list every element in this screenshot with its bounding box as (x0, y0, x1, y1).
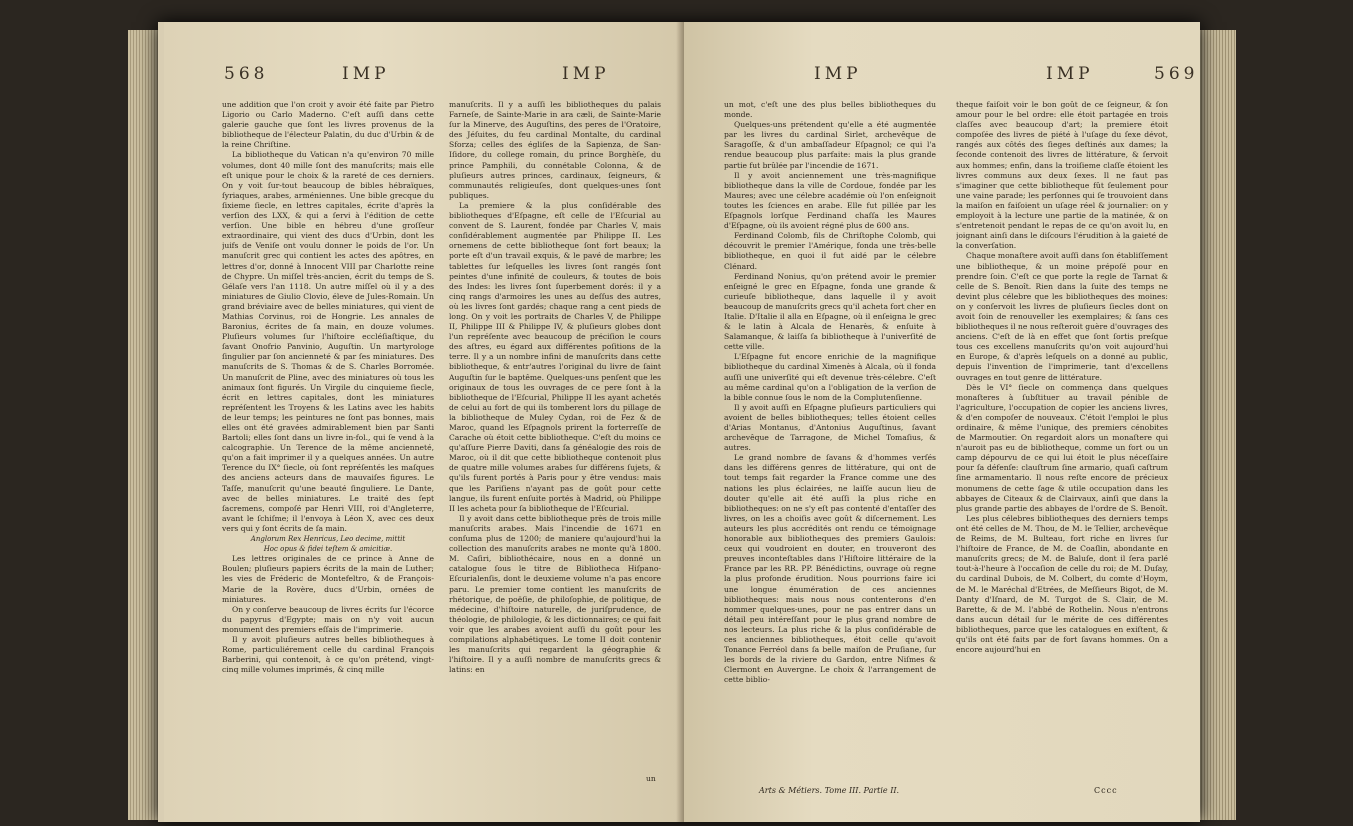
paragraph: Il y avoit dans cette bibliotheque près de trois mille manuſcrits arabes. Mais l'incendie de 1671 en conſuma plus de 1200; de maniere qu'aujourd'hui la collection des manuſcrits arabes ne monte qu'à 1800. M. Caſiri, bibliothécaire, nous en a donné un catalogue ſous le titre de Bibliotheca Hiſpano-Eſcurialenſis, dont le deuxieme volume n'a pas encore paru. Le premier tome contient les manuſcrits de rhétorique, de poëſie, de philoſophie, de politique, de médecine, d'hiſtoire naturelle, de juriſprudence, de théologie, de philologie, & les dictionnaires; ce qui fait voir que les arabes avoient auſſi du goût pour les compilations alphabétiques. Le tome II doit contenir les manuſcrits qui regardent la géographie & l'hiſtoire. Il y a auſſi nombre de manuſcrits grecs & latins: en (449, 513, 661, 675)
paragraph: Il y avoit pluſieurs autres belles bibliotheques à Rome, particuliérement celle du cardinal François Barberini, qui contenoit, à ce qu'on prétend, vingt-cinq mille volumes imprimés, & cinq mille (222, 634, 434, 675)
right-column-2 (956, 100, 1168, 655)
paragraph: Dès le VI° ſiecle on commença dans quelques monaſteres à ſubſtituer au travail pénible de l'agriculture, l'occupation de copier les anciens livres, & d'en compoſer de nouveaux. C'étoit l'emploi le plus ordinaire, & même l'unique, des premiers cénobites de Marmoutier. On regardoit alors un monaſtere qui n'auroit pas eu de bibliotheque, comme un fort ou un camp dépourvu de ce qui lui étoit le plus néceſſaire pour ſa défenſe: clauſtrum ſine armario, quaſi caſtrum ſine armamentario. Il nous reſte encore de précieux monumens de cette ſage & utile occupation dans les abbayes de Citeaux & de Clairvaux, ainſi que dans la plus grande partie des abbayes de l'ordre de S. Benoît. (956, 382, 1168, 513)
right-page-edges (1196, 30, 1236, 820)
footer-volume-info: Arts & Métiers. Tome III. Partie II. (759, 786, 900, 795)
paragraph: Quelques-uns prétendent qu'elle a été augmentée par les livres du cardinal Sirlet, archevêque de Saragoſſe, & d'un ambaſſadeur Eſpagnol; ce qui l'a rendue beaucoup plus parfaite: mais la plus grande partie fut brûlée par l'incendie de 1671. (724, 120, 936, 170)
paragraph: Il y avoit anciennement une très-magnifique bibliotheque dans la ville de Cordoue, fondée par les Maures; avec une célebre académie où l'on enſeignoit toutes les ſciences en arabe. Elle fut pillée par les Eſpagnols lorſque Ferdinand chaſſa les Maures d'Eſpagne, où ils avoient régné plus de 600 ans. (724, 170, 936, 231)
paragraph: Chaque monaſtere avoit auſſi dans ſon établiſſement une bibliotheque, & un moine prépoſé pour en prendre ſoin. C'eſt ce que porte la regle de Tarnat & celle de S. Benoît. Rien dans la ſuite des temps ne devint plus célebre que les bibliotheques des moines: on y conſervoit les livres de pluſieurs ſiecles dont on avoit ſoin de renouveller les exemplaires; & ſans ces bibliotheques il ne nous reſteroit guère d'ouvrages des anciens. C'eſt de là en effet que ſont ſortis preſque tous ces excellens manuſcrits qu'on voit aujourd'hui en Europe, & d'après leſquels on a donné au public, depuis l'invention de l'imprimerie, tant d'excellens ouvrages en tout genre de littérature. (956, 251, 1168, 382)
paragraph: L'Eſpagne fut encore enrichie de la magnifique bibliotheque du cardinal Ximenès à Alcala, où il fonda auſſi une univerſité qui eſt devenue très-célebre. C'eſt au même cardinal qu'on a l'obligation de la verſion de la bible connue ſous le nom de la Complutenſienne. (724, 352, 936, 402)
right-page (684, 22, 1200, 822)
left-column-2 (449, 100, 661, 675)
right-running-head-b: IMP (1046, 64, 1094, 84)
left-page-edges (128, 30, 162, 820)
signature-mark: Cccc (1094, 786, 1118, 795)
verse-line: Anglorum Rex Henricus, Leo decime, mittit (250, 535, 406, 544)
paragraph: un mot, c'eſt une des plus belles bibliotheques du monde. (724, 100, 936, 120)
paragraph: Le grand nombre de ſavans & d'hommes verſés dans les différens genres de littérature, qui ont de tout temps fait regarder la France comme une des nations les plus éclairées, ne laiſſe aucun lieu de douter qu'elle ait été auſſi la plus riche en bibliotheques: on ne s'y eſt pas contenté d'entaſſer des livres, on les a choiſis avec goût & diſcernement. Les auteurs les plus accrédités ont rendu ce témoignage honorable aux bibliotheques des premiers Gaulois: ceux qui voudroient en douter, en trouveront des preuves inconteſtables dans l'Hiſtoire littéraire de la France par les RR. PP. Bénédictins, ouvrage où regne la plus profonde érudition. Nous pourrions faire ici une longue énumération de ces anciennes bibliotheques: mais nous nous contenterons d'en nommer quelques-unes, pour ne pas entrer dans un détail peu intéreſſant pour le plus grand nombre de nos lecteurs. La plus riche & la plus conſidérable de ces anciennes bibliotheques, étoit celle qu'avoit Tonance Ferréol dans ſa belle maiſon de Pruſiane, ſur les bords de la riviere du Gardon, entre Niſmes & Clermont en Auvergne. Le choix & l'arrangement de cette biblio- (724, 453, 936, 685)
verse-line: Hoc opus & fidei teſtem & amicitiæ. (263, 545, 393, 554)
paragraph: Il y avoit auſſi en Eſpagne pluſieurs particuliers qui avoient de belles bibliotheques; telles étoient celles d'Arias Montanus, d'Antonius Auguſtinus, ſavant archevêque de Tarragone, de Michel Tomaſius, & autres. (724, 402, 936, 453)
right-page-number: 569 (1154, 64, 1199, 84)
left-page (164, 22, 684, 822)
paragraph: Les lettres originales de ce prince à Anne de Boulen; pluſieurs papiers écrits de la main de Luther; les vies de Fréderic de Montefeltro, & de François-Marie de la Rovère, ducs d'Urbin, ornées de miniatures. (222, 554, 434, 604)
left-column-1 (222, 100, 434, 675)
paragraph: On y conſerve beaucoup de livres écrits ſur l'écorce du papyrus d'Egypte; mais on n'y voit aucun monument des premiers eſſais de l'imprimerie. (222, 604, 434, 634)
catchword: un (646, 774, 656, 783)
left-page-number: 568 (224, 64, 269, 84)
paragraph: Les plus célebres bibliotheques des derniers temps ont été celles de M. Thou, de M. le Tellier, archevêque de Reims, de M. Bulteau, fort riche en livres ſur l'hiſtoire de France, de M. de Coaſlin, abondante en manuſcrits grecs; de M. de Baluſe, dont il ſera parlé tout-à-l'heure à l'occaſion de celle du roi; de M. Duſay, du cardinal Dubois, de M. Colbert, du comte d'Hoym, de M. le Maréchal d'Etrées, de Meſſieurs Bigot, de M. Danty d'Iſnard, de M. Turgot de S. Clair, de M. Barette, & de M. l'abbé de Rothelin. Nous n'entrons dans aucun détail ſur le mérite de ces différentes bibliotheques, parce que les catalogues en exiſtent, & qu'ils ont été faits par de fort ſavans hommes. On a encore aujourd'hui en (956, 513, 1168, 655)
paragraph: manuſcrits. Il y a auſſi les bibliotheques du palais Farneſe, de Sainte-Marie in ara cæli, de Sainte-Marie ſur la Minerve, des Auguſtins, des peres de l'Oratoire, des Jéſuites, du feu cardinal Montalte, du cardinal Sforza; celles des égliſes de la Sapienza, de San-Iſidore, du college romain, du prince Borghèſe, du prince Pamphili, du connétable Colonna, & de pluſieurs autres princes, cardinaux, ſeigneurs, & communautés religieuſes, dont quelques-unes ſont publiques. (449, 100, 661, 200)
paragraph: une addition que l'on croit y avoir été faite par Pietro Ligorio ou Carlo Maderno. C'eſt auſſi dans cette galerie gauche que ſont les livres provenus de la bibliotheque de l'électeur Palatin, du duc d'Urbin & de la reine Chriſtine. (222, 100, 434, 150)
paragraph: La premiere & la plus conſidérable des bibliotheques d'Eſpagne, eſt celle de l'Eſcurial au convent de S. Laurent, fondée par Charles V, mais conſidérablement augmentée par Philippe II. Les ornemens de cette bibliotheque ſont fort beaux; la porte eſt d'un travail exquis, & le pavé de marbre; les tablettes ſur leſquelles les livres ſont rangés ſont peintes d'une infinité de couleurs, & toutes de bois des Indes: les livres ſont ſuperbement dorés: il y a cinq rangs d'armoires les unes au deſſus des autres, où les livres ſont gardés; chaque rang a cent pieds de long. On y voit les portraits de Charles V, de Philippe II, Philippe III & Philippe IV, & pluſieurs globes dont l'un repréſente avec beaucoup de préciſion le cours des aſtres, eu égard aux différentes poſitions de la terre. Il y a un nombre infini de manuſcrits dans cette bibliotheque, & entr'autres l'original du livre de ſaint Auguſtin ſur le baptême. Quelques-uns penſent que les originaux de tous les ouvrages de ce pere ſont à la bibliotheque de l'Eſcurial, Philippe II les ayant achetés de celui au fort de qui ils tomberent lors du pillage de la bibliotheque de Muley Cydan, roi de Fez & de Maroc, quand les Eſpagnols prirent la forterreſſe de Carache où étoit cette bibliotheque. C'eſt du moins ce qu'aſſure Pierre Daviti, dans ſa généalogie des rois de Maroc, où il dit que cette bibliotheque contenoit plus de quatre mille volumes arabes ſur différens ſujets, & qu'ils furent portés à Paris pour y être vendus: mais que les Pariſiens n'ayant pas de goût pour cette langue, ils furent enſuite portés à Madrid, où Philippe II les acheta pour ſa bibliotheque de l'Eſcurial. (449, 200, 661, 513)
paragraph: theque faiſoit voir le bon goût de ce ſeigneur, & ſon amour pour le bel ordre: elle étoit partagée en trois claſſes avec beaucoup d'art; la premiere étoit compoſée des livres de piété à l'uſage du ſexe dévot, rangés aux côtés des ſieges deſtinés aux dames; la ſeconde contenoit des livres de littérature, & ſervoit aux hommes; enfin, dans la troiſieme claſſe étoient les livres communs aux deux ſexes. Il ne faut pas s'imaginer que cette bibliotheque fût ſeulement pour une vaine parade; les perſonnes qui ſe trouvoient dans la maiſon en faiſoient un uſage réel & journalier: on y employoit à la lecture une partie de la matinée, & on s'entretenoit pendant le repas de ce qu'on avoit lu, en joignant ainſi dans le diſcours l'érudition à la gaieté de la converſation. (956, 100, 1168, 251)
paragraph: Ferdinand Colomb, fils de Chriſtophe Colomb, qui découvrit le premier l'Amérique, fonda une très-belle bibliotheque, en quoi il fut aidé par le célebre Clénard. (724, 231, 936, 271)
left-running-head-a: IMP (342, 64, 390, 84)
paragraph: La bibliotheque du Vatican n'a qu'environ 70 mille volumes, dont 40 mille ſont des manuſcrits; mais elle eſt unique pour le choix & la rareté de ces derniers. On y voit ſur-tout beaucoup de bibles hébraïques, ſyriaques, arabes, arméniennes. Une bible grecque du ſixieme ſiecle, en lettres capitales, écrite d'après la verſion des LXX, & qui a ſervi à l'édition de cette verſion. Une bible en hébreu d'une groſſeur extraordinaire, qui vient des ducs d'Urbin, dont les juifs de Veniſe ont voulu donner le poids de l'or. Un manuſcrit grec qui contient les actes des apôtres, en lettres d'or, donné à Innocent VIII par Charlotte reine de Chypre. Un miſſel très-ancien, écrit du temps de S. Gélaſe vers l'an 1118. Un autre miſſel où il y a des miniatures de Giulio Clovio, éleve de Jules-Romain. Un grand bréviaire avec de belles miniatures, qui vient de Mathias Corvinus, roi de Hongrie. Les annales de Baronius, écrites de ſa main, en douze volumes. Pluſieurs volumes ſur l'hiſtoire eccléſiaſtique, du ſavant Onofrio Panvinio, Auguſtin. Un martyrologe ſingulier par ſon ancienneté & par ſes miniatures. Des manuſcrits de S. Thomas & de S. Charles Borromée. Un manuſcrit de Pline, avec des miniatures où tous les animaux ſont figurés. Un Virgile du cinquieme ſiecle, écrit en lettres capitales, dont les miniatures repréſentent les Troyens & les Latins avec les habits de leur temps; les peintures ne ſont pas bonnes, mais elles ont été gravées admirablement bien par Santi Bartoli; elles ſont dans un livre in-fol., qui ſe vend à la calcographie. Un Terence de la même ancienneté, qu'on a fait imprimer il y a quelques années. Un autre Terence du IX° ſiecle, où ſont repréſentés les maſques des anciens acteurs dans de mauvaiſes figures. Le Taſſe, manuſcrit qu'une beauté ſinguliere. Le Dante, avec de belles miniatures. Le traité des ſept ſacremens, compoſé par Henri VIII, roi d'Angleterre, avant le ſchiſme; il l'envoya à Léon X, avec ces deux vers qui y ſont écrits de ſa main. (222, 150, 434, 533)
left-running-head-b: IMP (562, 64, 610, 84)
right-column-1 (724, 100, 936, 685)
right-running-head-a: IMP (814, 64, 862, 84)
paragraph: Ferdinand Nonius, qu'on prétend avoir le premier enſeigné le grec en Eſpagne, fonda une grande & curieuſe bibliotheque, dans laquelle il y avoit beaucoup de manuſcrits grecs qu'il acheta fort cher en Italie. D'Italie il alla en Eſpagne, où il enſeigna le grec & le latin à Alcala de Henarès, & enſuite à Salamanque, & laiſſa ſa bibliotheque à l'univerſité de cette ville. (724, 271, 936, 352)
